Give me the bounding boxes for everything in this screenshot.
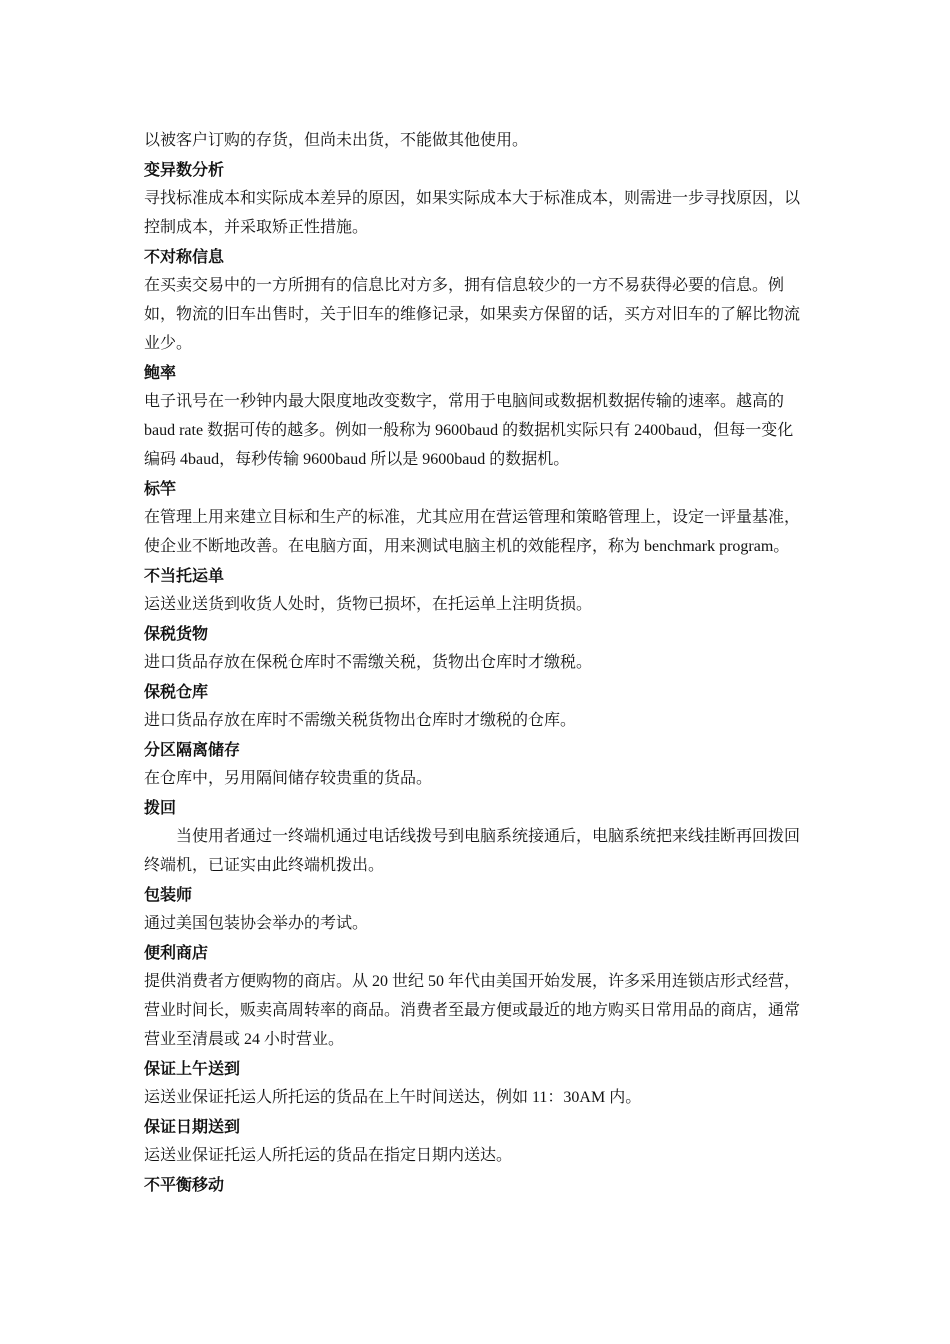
term-heading: 保证日期送到 bbox=[144, 1117, 241, 1136]
definition-text: 以被客户订购的存货，但尚未出货，不能做其他使用。 bbox=[144, 132, 529, 149]
term-heading: 保税仓库 bbox=[144, 682, 209, 701]
term-heading: 保税货物 bbox=[144, 624, 209, 643]
definition-text: 提供消费者方便购物的商店。从 20 世纪 50 年代由美国开始发展，许多采用连锁店形式经营，营业时间长，贩卖高周转率的商品。消费者至最方便或最近的地方购买日常用品的商店，通常营业至清晨或 24 小时营业。 bbox=[144, 973, 801, 1048]
term-heading: 标竿 bbox=[144, 479, 177, 498]
term-heading: 包装师 bbox=[144, 885, 193, 904]
definition-text: 在管理上用来建立目标和生产的标准，尤其应用在营运管理和策略管理上，设定一评量基准，使企业不断地改善。在电脑方面，用来测试电脑主机的效能程序，称为 benchmark program。 bbox=[144, 509, 801, 555]
document-page bbox=[144, 126, 809, 1199]
term-heading: 不当托运单 bbox=[144, 566, 225, 585]
term-heading: 不对称信息 bbox=[144, 247, 225, 266]
definition-text: 在仓库中，另用隔间储存较贵重的货品。 bbox=[144, 770, 433, 787]
term-heading: 保证上午送到 bbox=[144, 1059, 241, 1078]
definition-text: 通过美国包装协会举办的考试。 bbox=[144, 915, 369, 932]
definition-text: 进口货品存放在库时不需缴关税货物出仓库时才缴税的仓库。 bbox=[144, 712, 577, 729]
term-heading: 不平衡移动 bbox=[144, 1175, 225, 1194]
definition-text: 寻找标准成本和实际成本差异的原因，如果实际成本大于标准成本，则需进一步寻找原因，以控制成本，并采取矫正性措施。 bbox=[144, 190, 801, 236]
term-heading: 拨回 bbox=[144, 798, 177, 817]
definition-text: 运送业保证托运人所托运的货品在上午时间送达，例如 11：30AM 内。 bbox=[144, 1089, 642, 1106]
definition-text: 在买卖交易中的一方所拥有的信息比对方多，拥有信息较少的一方不易获得必要的信息。例如，物流的旧车出售时，关于旧车的维修记录，如果卖方保留的话，买方对旧车的了解比物流业少。 bbox=[144, 277, 801, 352]
term-heading: 便利商店 bbox=[144, 943, 209, 962]
definition-text: 电子讯号在一秒钟内最大限度地改变数字，常用于电脑间或数据机数据传输的速率。越高的 baud rate 数据可传的越多。例如一般称为 9600baud 的数据机实际只有 2400baud，但每一变化编码 4baud，每秒传输 9600baud 所以是 9600baud 的数据机。 bbox=[144, 393, 794, 468]
term-heading: 鲍率 bbox=[144, 363, 177, 382]
definition-text: 运送业保证托运人所托运的货品在指定日期内送达。 bbox=[144, 1147, 513, 1164]
definition-text: 运送业送货到收货人处时，货物已损坏，在托运单上注明货损。 bbox=[144, 596, 593, 613]
definition-text: 进口货品存放在保税仓库时不需缴关税，货物出仓库时才缴税。 bbox=[144, 654, 593, 671]
term-heading: 分区隔离储存 bbox=[144, 740, 241, 759]
definition-text: 当使用者通过一终端机通过电话线拨号到电脑系统接通后，电脑系统把来线挂断再回拨回终端机，已证实由此终端机拨出。 bbox=[144, 828, 801, 874]
term-heading: 变异数分析 bbox=[144, 160, 225, 179]
